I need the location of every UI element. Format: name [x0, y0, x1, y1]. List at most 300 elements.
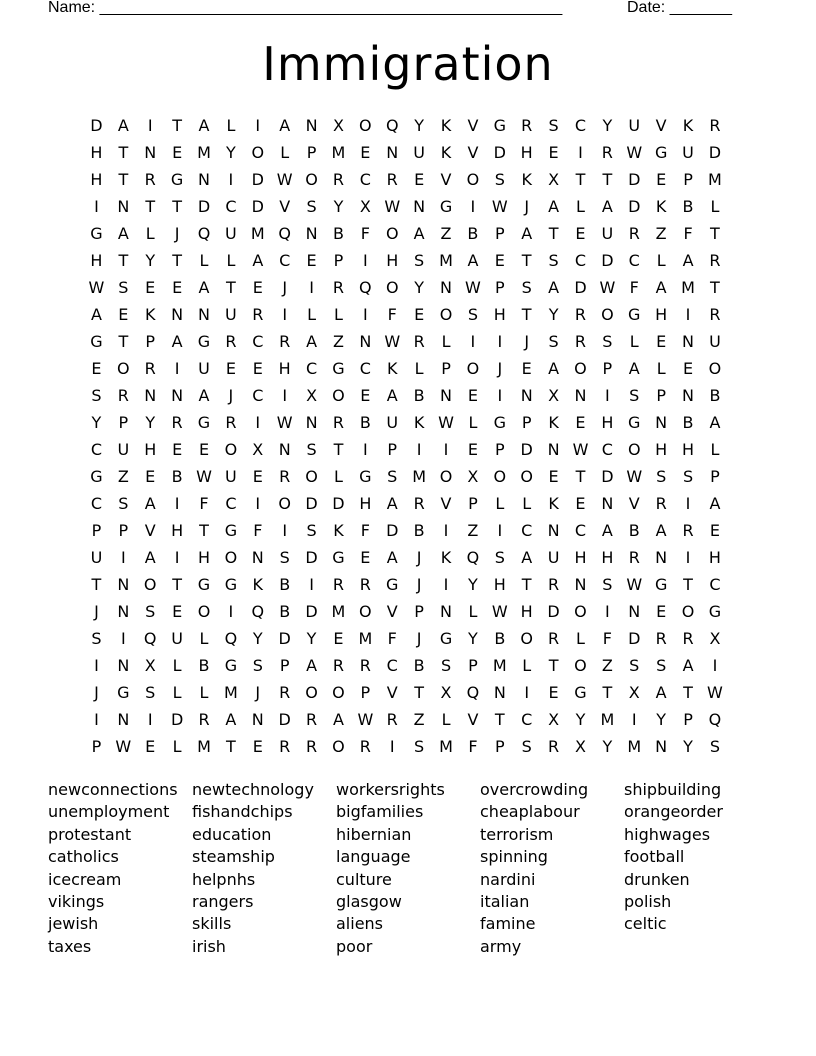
grid-letter[interactable]: J — [282, 278, 288, 297]
grid-letter[interactable]: N — [198, 170, 210, 189]
grid-letter[interactable]: S — [252, 656, 263, 675]
grid-letter[interactable]: A — [144, 494, 156, 513]
grid-letter[interactable]: P — [279, 656, 290, 675]
grid-letter[interactable]: T — [172, 251, 182, 270]
grid-letter[interactable]: O — [224, 440, 238, 459]
grid-letter[interactable]: S — [387, 467, 398, 486]
grid-letter[interactable]: A — [171, 332, 183, 351]
grid-letter[interactable]: L — [226, 251, 236, 270]
grid-letter[interactable]: O — [385, 224, 399, 243]
grid-letter[interactable]: H — [171, 521, 184, 540]
grid-letter[interactable]: B — [359, 413, 371, 432]
grid-letter[interactable]: E — [656, 602, 667, 621]
grid-letter[interactable]: L — [414, 359, 424, 378]
grid-letter[interactable]: G — [197, 575, 211, 594]
grid-letter[interactable]: L — [334, 467, 343, 486]
grid-letter[interactable]: N — [117, 602, 130, 621]
grid-letter[interactable]: H — [90, 170, 103, 189]
grid-letter[interactable]: L — [199, 251, 209, 270]
grid-letter[interactable]: X — [709, 629, 721, 648]
grid-letter[interactable]: K — [144, 305, 156, 324]
grid-letter[interactable]: J — [94, 683, 99, 702]
grid-letter[interactable]: I — [470, 332, 476, 351]
grid-letter[interactable]: G — [224, 575, 238, 594]
grid-letter[interactable]: R — [225, 332, 237, 351]
grid-letter[interactable]: K — [521, 170, 532, 189]
grid-letter[interactable]: E — [467, 440, 478, 459]
grid-letter[interactable]: R — [332, 278, 345, 297]
grid-letter[interactable]: C — [90, 440, 103, 459]
grid-letter[interactable]: J — [416, 575, 422, 594]
grid-letter[interactable]: S — [494, 170, 505, 189]
grid-letter[interactable]: L — [307, 305, 317, 324]
grid-letter[interactable]: L — [441, 332, 451, 351]
grid-letter[interactable]: R — [548, 737, 560, 756]
grid-letter[interactable]: A — [628, 359, 640, 378]
grid-letter[interactable]: U — [628, 116, 641, 135]
grid-letter[interactable]: I — [605, 602, 610, 621]
grid-letter[interactable]: L — [172, 656, 182, 675]
grid-letter[interactable]: K — [440, 548, 452, 567]
grid-letter[interactable]: N — [251, 710, 264, 729]
grid-letter[interactable]: P — [360, 683, 371, 702]
grid-letter[interactable]: V — [279, 197, 291, 216]
grid-letter[interactable]: N — [574, 386, 587, 405]
grid-letter[interactable]: N — [413, 197, 426, 216]
grid-letter[interactable]: H — [682, 440, 695, 459]
grid-letter[interactable]: D — [493, 143, 506, 162]
grid-letter[interactable]: X — [548, 710, 560, 729]
grid-letter[interactable]: N — [520, 386, 533, 405]
grid-letter[interactable]: Y — [468, 575, 478, 594]
grid-letter[interactable]: E — [656, 332, 667, 351]
grid-letter[interactable]: J — [228, 386, 234, 405]
grid-letter[interactable]: V — [386, 683, 398, 702]
grid-letter[interactable]: V — [467, 710, 479, 729]
grid-letter[interactable]: B — [279, 602, 291, 621]
grid-letter[interactable]: I — [362, 305, 368, 324]
grid-letter[interactable]: H — [655, 440, 668, 459]
grid-letter[interactable]: D — [628, 170, 641, 189]
grid-letter[interactable]: O — [224, 548, 238, 567]
grid-letter[interactable]: N — [251, 548, 264, 567]
grid-letter[interactable]: B — [709, 386, 721, 405]
grid-letter[interactable]: D — [170, 710, 184, 729]
grid-letter[interactable]: E — [145, 737, 156, 756]
grid-letter[interactable]: A — [144, 548, 156, 567]
grid-letter[interactable]: O — [305, 467, 318, 486]
grid-letter[interactable]: N — [386, 143, 399, 162]
grid-letter[interactable]: B — [628, 521, 640, 540]
grid-letter[interactable]: I — [255, 494, 261, 513]
grid-letter[interactable]: V — [467, 143, 479, 162]
grid-letter[interactable]: O — [574, 602, 587, 621]
grid-letter[interactable]: O — [197, 602, 211, 621]
grid-letter[interactable]: N — [547, 521, 560, 540]
grid-letter[interactable]: R — [386, 710, 398, 729]
grid-letter[interactable]: X — [252, 440, 264, 459]
grid-letter[interactable]: B — [682, 197, 694, 216]
grid-letter[interactable]: N — [144, 143, 157, 162]
grid-letter[interactable]: M — [681, 278, 695, 297]
grid-letter[interactable]: S — [145, 683, 156, 702]
grid-letter[interactable]: E — [118, 305, 129, 324]
grid-letter[interactable]: T — [172, 197, 182, 216]
grid-letter[interactable]: L — [576, 629, 585, 648]
grid-letter[interactable]: R — [682, 629, 694, 648]
grid-letter[interactable]: I — [631, 710, 637, 729]
grid-letter[interactable]: R — [279, 737, 291, 756]
grid-letter[interactable]: P — [683, 170, 693, 189]
grid-letter[interactable]: L — [441, 710, 451, 729]
grid-letter[interactable]: G — [359, 467, 372, 486]
grid-letter[interactable]: R — [279, 467, 291, 486]
grid-letter[interactable]: P — [494, 224, 505, 243]
grid-letter[interactable]: A — [117, 224, 129, 243]
grid-letter[interactable]: L — [495, 494, 505, 513]
grid-letter[interactable]: D — [278, 629, 291, 648]
grid-letter[interactable]: G — [654, 575, 668, 594]
grid-letter[interactable]: T — [602, 170, 613, 189]
grid-letter[interactable]: O — [305, 683, 318, 702]
grid-letter[interactable]: M — [197, 737, 211, 756]
grid-letter[interactable]: G — [493, 116, 506, 135]
grid-letter[interactable]: E — [306, 251, 317, 270]
grid-letter[interactable]: S — [521, 737, 532, 756]
grid-letter[interactable]: O — [278, 494, 291, 513]
grid-letter[interactable]: W — [276, 413, 293, 432]
grid-letter[interactable]: W — [384, 197, 401, 216]
grid-letter[interactable]: E — [172, 602, 183, 621]
grid-letter[interactable]: S — [548, 332, 559, 351]
grid-letter[interactable]: N — [171, 305, 184, 324]
grid-letter[interactable]: T — [118, 332, 129, 351]
grid-letter[interactable]: H — [708, 548, 721, 567]
name-field[interactable]: Name: ____________________________________________________ — [48, 0, 563, 16]
grid-letter[interactable]: T — [172, 116, 182, 135]
grid-letter[interactable]: S — [467, 305, 478, 324]
grid-letter[interactable]: L — [468, 602, 478, 621]
grid-letter[interactable]: S — [602, 332, 613, 351]
grid-letter[interactable]: K — [440, 116, 452, 135]
grid-letter[interactable]: H — [493, 575, 506, 594]
grid-letter[interactable]: A — [521, 548, 533, 567]
grid-letter[interactable]: R — [306, 737, 318, 756]
grid-letter[interactable]: M — [439, 251, 453, 270]
grid-letter[interactable]: E — [575, 224, 586, 243]
grid-letter[interactable]: C — [601, 440, 613, 459]
grid-letter[interactable]: Y — [602, 737, 613, 756]
grid-letter[interactable]: T — [333, 440, 344, 459]
grid-letter[interactable]: K — [413, 413, 425, 432]
grid-letter[interactable]: I — [282, 386, 288, 405]
grid-letter[interactable]: F — [683, 224, 693, 243]
grid-letter[interactable]: L — [576, 197, 585, 216]
grid-letter[interactable]: Q — [224, 629, 238, 648]
grid-letter[interactable]: Z — [440, 224, 452, 243]
grid-letter[interactable]: P — [414, 602, 424, 621]
grid-letter[interactable]: P — [468, 656, 478, 675]
grid-letter[interactable]: E — [145, 278, 156, 297]
grid-letter[interactable]: N — [547, 440, 560, 459]
grid-letter[interactable]: M — [250, 224, 265, 243]
grid-letter[interactable]: I — [174, 548, 180, 567]
grid-letter[interactable]: F — [253, 521, 263, 540]
grid-letter[interactable]: N — [440, 278, 452, 297]
grid-letter[interactable]: Y — [468, 629, 478, 648]
grid-letter[interactable]: M — [708, 170, 722, 189]
grid-letter[interactable]: S — [306, 197, 317, 216]
grid-letter[interactable]: Y — [602, 116, 613, 135]
grid-letter[interactable]: L — [522, 494, 532, 513]
grid-letter[interactable]: H — [601, 413, 614, 432]
grid-letter[interactable]: R — [709, 251, 721, 270]
grid-letter[interactable]: W — [276, 170, 293, 189]
grid-letter[interactable]: D — [305, 602, 318, 621]
grid-letter[interactable]: W — [384, 332, 401, 351]
grid-letter[interactable]: R — [386, 170, 398, 189]
grid-letter[interactable]: T — [226, 278, 236, 297]
grid-letter[interactable]: U — [171, 629, 183, 648]
grid-letter[interactable]: D — [251, 170, 264, 189]
grid-letter[interactable]: A — [386, 494, 398, 513]
grid-letter[interactable]: R — [279, 332, 291, 351]
grid-letter[interactable]: S — [118, 278, 129, 297]
grid-letter[interactable]: N — [144, 386, 157, 405]
grid-letter[interactable]: J — [416, 629, 422, 648]
grid-letter[interactable]: G — [117, 683, 130, 702]
grid-letter[interactable]: E — [414, 170, 425, 189]
grid-letter[interactable]: A — [413, 224, 425, 243]
grid-letter[interactable]: R — [225, 413, 237, 432]
grid-letter[interactable]: L — [172, 737, 182, 756]
grid-letter[interactable]: C — [252, 386, 264, 405]
grid-letter[interactable]: R — [682, 521, 694, 540]
grid-letter[interactable]: E — [252, 278, 263, 297]
grid-letter[interactable]: O — [385, 278, 399, 297]
grid-letter[interactable]: T — [494, 710, 505, 729]
grid-letter[interactable]: A — [521, 224, 533, 243]
grid-letter[interactable]: C — [279, 251, 291, 270]
grid-letter[interactable]: M — [197, 143, 211, 162]
grid-letter[interactable]: R — [117, 386, 129, 405]
grid-letter[interactable]: I — [362, 440, 368, 459]
grid-letter[interactable]: G — [90, 224, 103, 243]
grid-letter[interactable]: P — [494, 440, 505, 459]
grid-letter[interactable]: C — [305, 359, 318, 378]
grid-letter[interactable]: S — [656, 656, 667, 675]
grid-letter[interactable]: I — [389, 737, 395, 756]
grid-letter[interactable]: Q — [466, 683, 480, 702]
grid-letter[interactable]: C — [521, 710, 533, 729]
grid-letter[interactable]: O — [251, 143, 265, 162]
grid-letter[interactable]: S — [548, 251, 559, 270]
grid-letter[interactable]: R — [413, 332, 425, 351]
grid-letter[interactable]: B — [413, 521, 425, 540]
grid-letter[interactable]: R — [359, 575, 371, 594]
grid-letter[interactable]: R — [252, 305, 264, 324]
grid-letter[interactable]: T — [118, 143, 129, 162]
grid-letter[interactable]: L — [172, 683, 182, 702]
grid-letter[interactable]: P — [118, 413, 129, 432]
grid-letter[interactable]: I — [174, 359, 180, 378]
grid-letter[interactable]: B — [413, 386, 425, 405]
grid-letter[interactable]: X — [440, 683, 452, 702]
grid-letter[interactable]: A — [548, 359, 560, 378]
grid-letter[interactable]: P — [683, 710, 693, 729]
grid-letter[interactable]: H — [359, 494, 372, 513]
grid-letter[interactable]: A — [655, 521, 667, 540]
grid-letter[interactable]: F — [602, 629, 612, 648]
grid-letter[interactable]: E — [548, 683, 559, 702]
grid-letter[interactable]: W — [357, 710, 374, 729]
grid-letter[interactable]: U — [225, 224, 237, 243]
grid-letter[interactable]: I — [94, 656, 99, 675]
grid-letter[interactable]: J — [524, 332, 530, 351]
grid-letter[interactable]: E — [548, 143, 559, 162]
grid-letter[interactable]: V — [628, 494, 640, 513]
grid-letter[interactable]: I — [228, 602, 234, 621]
grid-letter[interactable]: F — [199, 494, 209, 513]
grid-letter[interactable]: Q — [278, 224, 291, 243]
grid-letter[interactable]: E — [172, 440, 183, 459]
grid-letter[interactable]: D — [332, 494, 345, 513]
grid-letter[interactable]: S — [629, 656, 640, 675]
grid-letter[interactable]: N — [440, 602, 452, 621]
grid-letter[interactable]: A — [252, 251, 264, 270]
grid-letter[interactable]: G — [628, 413, 641, 432]
grid-letter[interactable]: X — [548, 386, 560, 405]
grid-letter[interactable]: Y — [575, 710, 586, 729]
grid-letter[interactable]: B — [413, 656, 425, 675]
grid-letter[interactable]: E — [360, 548, 371, 567]
grid-letter[interactable]: T — [575, 170, 586, 189]
grid-letter[interactable]: M — [331, 602, 346, 621]
grid-letter[interactable]: J — [497, 359, 503, 378]
grid-letter[interactable]: I — [120, 548, 126, 567]
grid-letter[interactable]: E — [252, 737, 263, 756]
grid-letter[interactable]: K — [548, 413, 559, 432]
grid-letter[interactable]: K — [548, 494, 559, 513]
grid-letter[interactable]: O — [332, 737, 345, 756]
date-field[interactable]: Date: _______ — [627, 0, 732, 16]
grid-letter[interactable]: O — [681, 602, 695, 621]
grid-letter[interactable]: N — [440, 386, 452, 405]
grid-letter[interactable]: X — [144, 656, 156, 675]
grid-letter[interactable]: I — [497, 332, 503, 351]
grid-letter[interactable]: G — [224, 521, 238, 540]
grid-letter[interactable]: Y — [91, 413, 102, 432]
grid-letter[interactable]: H — [278, 359, 291, 378]
grid-letter[interactable]: L — [629, 332, 639, 351]
grid-letter[interactable]: T — [521, 305, 532, 324]
grid-letter[interactable]: R — [655, 629, 667, 648]
grid-letter[interactable]: X — [574, 737, 586, 756]
grid-letter[interactable]: U — [601, 224, 614, 243]
grid-letter[interactable]: N — [655, 737, 668, 756]
grid-letter[interactable]: C — [386, 656, 398, 675]
grid-letter[interactable]: Y — [333, 197, 344, 216]
grid-letter[interactable]: L — [145, 224, 155, 243]
grid-letter[interactable]: Y — [683, 737, 693, 756]
grid-letter[interactable]: E — [709, 521, 720, 540]
grid-letter[interactable]: Y — [145, 413, 156, 432]
grid-letter[interactable]: O — [305, 170, 318, 189]
grid-letter[interactable]: I — [174, 494, 180, 513]
grid-letter[interactable]: N — [655, 548, 668, 567]
grid-letter[interactable]: Q — [197, 224, 211, 243]
grid-letter[interactable]: U — [547, 548, 560, 567]
grid-letter[interactable]: W — [599, 278, 616, 297]
grid-letter[interactable]: P — [656, 386, 666, 405]
grid-letter[interactable]: E — [225, 359, 236, 378]
grid-letter[interactable]: M — [412, 467, 427, 486]
grid-letter[interactable]: G — [332, 359, 345, 378]
grid-letter[interactable]: E — [252, 359, 263, 378]
grid-letter[interactable]: C — [225, 197, 237, 216]
grid-letter[interactable]: C — [574, 521, 587, 540]
grid-letter[interactable]: I — [282, 521, 288, 540]
grid-letter[interactable]: R — [709, 116, 721, 135]
grid-letter[interactable]: W — [438, 413, 454, 432]
grid-letter[interactable]: S — [440, 656, 452, 675]
grid-letter[interactable]: K — [252, 575, 264, 594]
grid-letter[interactable]: O — [466, 170, 480, 189]
grid-letter[interactable]: G — [197, 332, 211, 351]
grid-letter[interactable]: T — [710, 224, 720, 243]
grid-letter[interactable]: A — [386, 386, 398, 405]
grid-letter[interactable]: G — [654, 143, 668, 162]
grid-letter[interactable]: A — [198, 386, 210, 405]
grid-letter[interactable]: M — [223, 683, 238, 702]
grid-letter[interactable]: G — [493, 413, 506, 432]
grid-letter[interactable]: R — [332, 656, 345, 675]
grid-letter[interactable]: V — [440, 494, 452, 513]
grid-letter[interactable]: T — [548, 656, 559, 675]
grid-letter[interactable]: C — [252, 332, 264, 351]
grid-letter[interactable]: K — [333, 521, 344, 540]
grid-letter[interactable]: P — [468, 494, 478, 513]
grid-letter[interactable]: S — [145, 602, 156, 621]
grid-letter[interactable]: R — [601, 143, 613, 162]
grid-letter[interactable]: U — [225, 305, 237, 324]
grid-letter[interactable]: K — [655, 197, 667, 216]
grid-letter[interactable]: K — [440, 143, 452, 162]
grid-letter[interactable]: A — [198, 116, 210, 135]
grid-letter[interactable]: I — [94, 710, 99, 729]
grid-letter[interactable]: R — [306, 710, 318, 729]
grid-letter[interactable]: E — [414, 305, 425, 324]
grid-letter[interactable]: N — [682, 332, 695, 351]
grid-letter[interactable]: L — [199, 629, 209, 648]
grid-letter[interactable]: I — [712, 656, 718, 675]
grid-letter[interactable]: L — [710, 197, 720, 216]
grid-letter[interactable]: B — [494, 629, 506, 648]
grid-letter[interactable]: E — [521, 359, 532, 378]
grid-letter[interactable]: V — [386, 602, 398, 621]
grid-letter[interactable]: H — [601, 548, 614, 567]
grid-letter[interactable]: T — [91, 575, 102, 594]
grid-letter[interactable]: N — [117, 656, 130, 675]
grid-letter[interactable]: S — [414, 251, 425, 270]
grid-letter[interactable]: I — [282, 305, 288, 324]
grid-letter[interactable]: O — [332, 386, 345, 405]
grid-letter[interactable]: G — [90, 332, 103, 351]
grid-letter[interactable]: W — [626, 143, 643, 162]
grid-letter[interactable]: G — [628, 305, 641, 324]
grid-letter[interactable]: A — [306, 656, 318, 675]
grid-letter[interactable]: I — [497, 386, 503, 405]
